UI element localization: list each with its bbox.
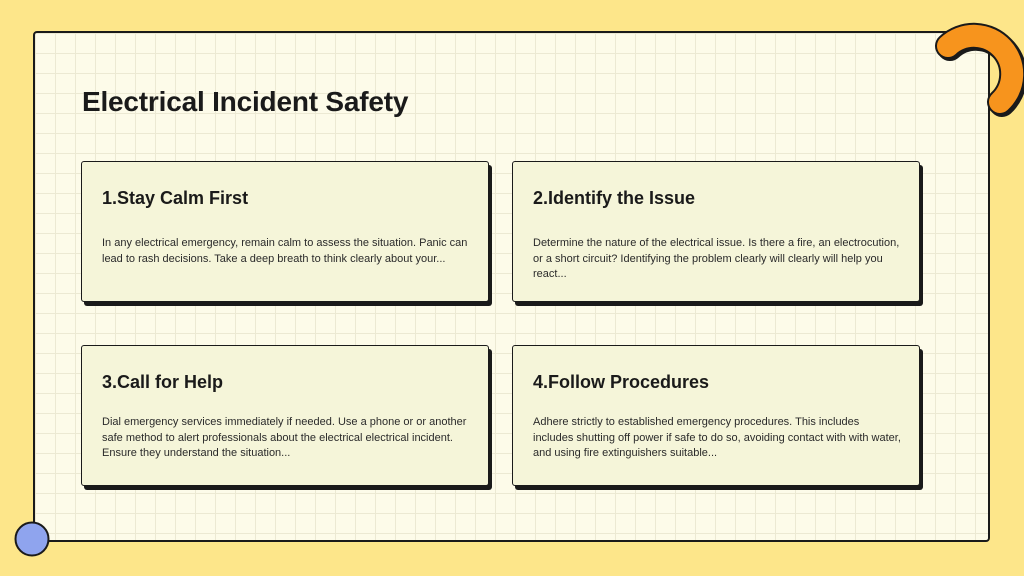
card-body: Adhere strictly to established emergency procedures. This includes includes shutting off power if safe to do so, avoiding contact with with water, and using fire extinguishers suitable... bbox=[533, 416, 901, 459]
card-title: 3.Call for Help bbox=[102, 372, 224, 392]
card-body: Dial emergency services immediately if needed. Use a phone or or another safe method to alert professionals about the electrical electrical incident. Ensure they understand the situation... bbox=[102, 416, 467, 459]
card-body: In any electrical emergency, remain calm to assess the situation. Panic can lead to rash decisions. Take a deep breath to think clearly about your... bbox=[102, 237, 468, 265]
card-stay-calm bbox=[81, 161, 489, 302]
card-title: 2.Identify the Issue bbox=[533, 188, 696, 208]
card-identify-issue bbox=[512, 161, 920, 302]
card-title: 1.Stay Calm First bbox=[102, 188, 249, 208]
card-call-for-help bbox=[81, 345, 489, 486]
slide-title: Electrical Incident Safety bbox=[82, 86, 409, 117]
card-title: 4.Follow Procedures bbox=[533, 372, 710, 392]
card-follow-procedures bbox=[512, 345, 920, 486]
orange-arc-icon bbox=[930, 18, 1024, 122]
blue-dot-icon bbox=[14, 521, 50, 557]
card-body: Determine the nature of the electrical issue. Is there a fire, an electrocution, or a short circuit? Identifying the problem clearly will clearly will help you react... bbox=[533, 237, 900, 280]
